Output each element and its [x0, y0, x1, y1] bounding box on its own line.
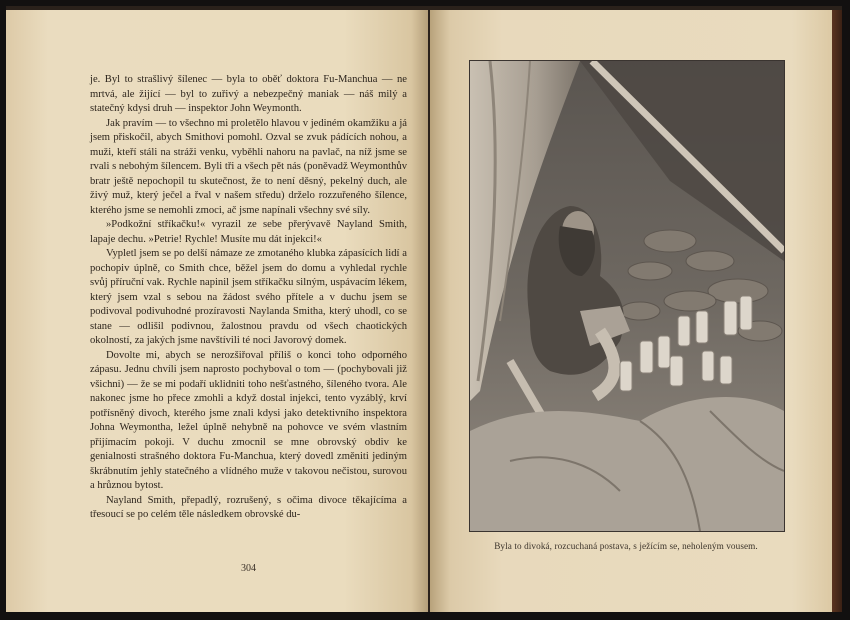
paragraph: Jak pravím — to všechno mi proletělo hlavou v jediném okamžiku a já jsem přiskočil, abych Smithovi pomohl. Ozval se zvuk pádících nohou, a muži, kteří stáli na stráži venku, vyběhli nahoru na pavlač, na níž jsme se rvali s nebohým šílencem. Byli tři a všech pět nás (poněvadž Weymonthův bratr ještě nepochopil tu skutečnost, že to není děsný, pekelný duch, ale živý muž, který ječel a řval v našem středu) drželo rozzuřeného šílence, kterého jsme se nemohli zmoci, ač jsme napínali všechny své síly.: [90, 117, 407, 216]
paragraph: Vypletl jsem se po delší námaze ze zmotaného klubka zápasících lidí a pochopiv úplně, co Smith chce, běžel jsem do domu a vyhledal rychle svůj příruční vak. Rychle napinil jsem stříkačku silným, uspávacím lékem, který jsem vzal s sebou na žádost svého přítele a v duchu jsem se podivoval podivuhodné prozíravosti Naylanda Smitha, který uhodl, co se stane — odlišil podivnou, žalostnou pravdu od všech chaotických okolností, za jakých jsme navštívili té noci Javorový domek.: [90, 248, 407, 346]
left-page: [6, 10, 428, 612]
page-number: 304: [241, 563, 256, 574]
paragraph: Nayland Smith, přepadlý, rozrušený, s očima divoce těkajícíma a třesoucí se po celém těle následkem obrovské du-: [90, 494, 407, 520]
illustration-caption: Byla to divoká, rozcuchaná postava, s ježícím se, neholeným vousem.: [494, 541, 758, 551]
paragraph: je. Byl to strašlivý šílenec — byla to oběť doktora Fu-Manchua — ne mrtvá, ale žijící — byl to zuřivý a nebezpečný maniak — náš milý a statečný kdysi druh — inspektor John Weymonth.: [90, 74, 407, 114]
illustration: [469, 60, 785, 532]
paragraph: Dovolte mi, abych se nerozšiřoval příliš o konci toho odporného zápasu. Jednu chvíli jsem naprosto pochyboval o tom — (pochybovali již všichni) — že se mi podaří uklidniti toho nešťastného, šíleného tvora. Ale nakonec jsme ho přece zmohli a když dostal injekci, tento vyzáblý, krví potřísněný divoch, kterého jsme znali kdysi jako detektivního inspektora Johna Weymontha, ležel úplně nehybně na pohovce ve svém vlastním přijímacím pokoji. V duchu zmocnil se mne obrovský obdiv ke genialnosti strašného doktora Fu-Manchua, který dovedl změniti jediným škrábnutím jehly statečného a vlídného muže v takovou nečistou, surovou a hrůznou bytost.: [90, 349, 407, 491]
paragraph: »Podkožní stříkačku!« vyrazil ze sebe přerývavě Nayland Smith, lapaje dechu. »Petrie! Rychle! Musíte mu dát injekci!«: [90, 219, 407, 245]
body-text: [90, 73, 407, 523]
book-cover-edge: [832, 10, 842, 612]
illustration-drawing: [470, 61, 784, 531]
